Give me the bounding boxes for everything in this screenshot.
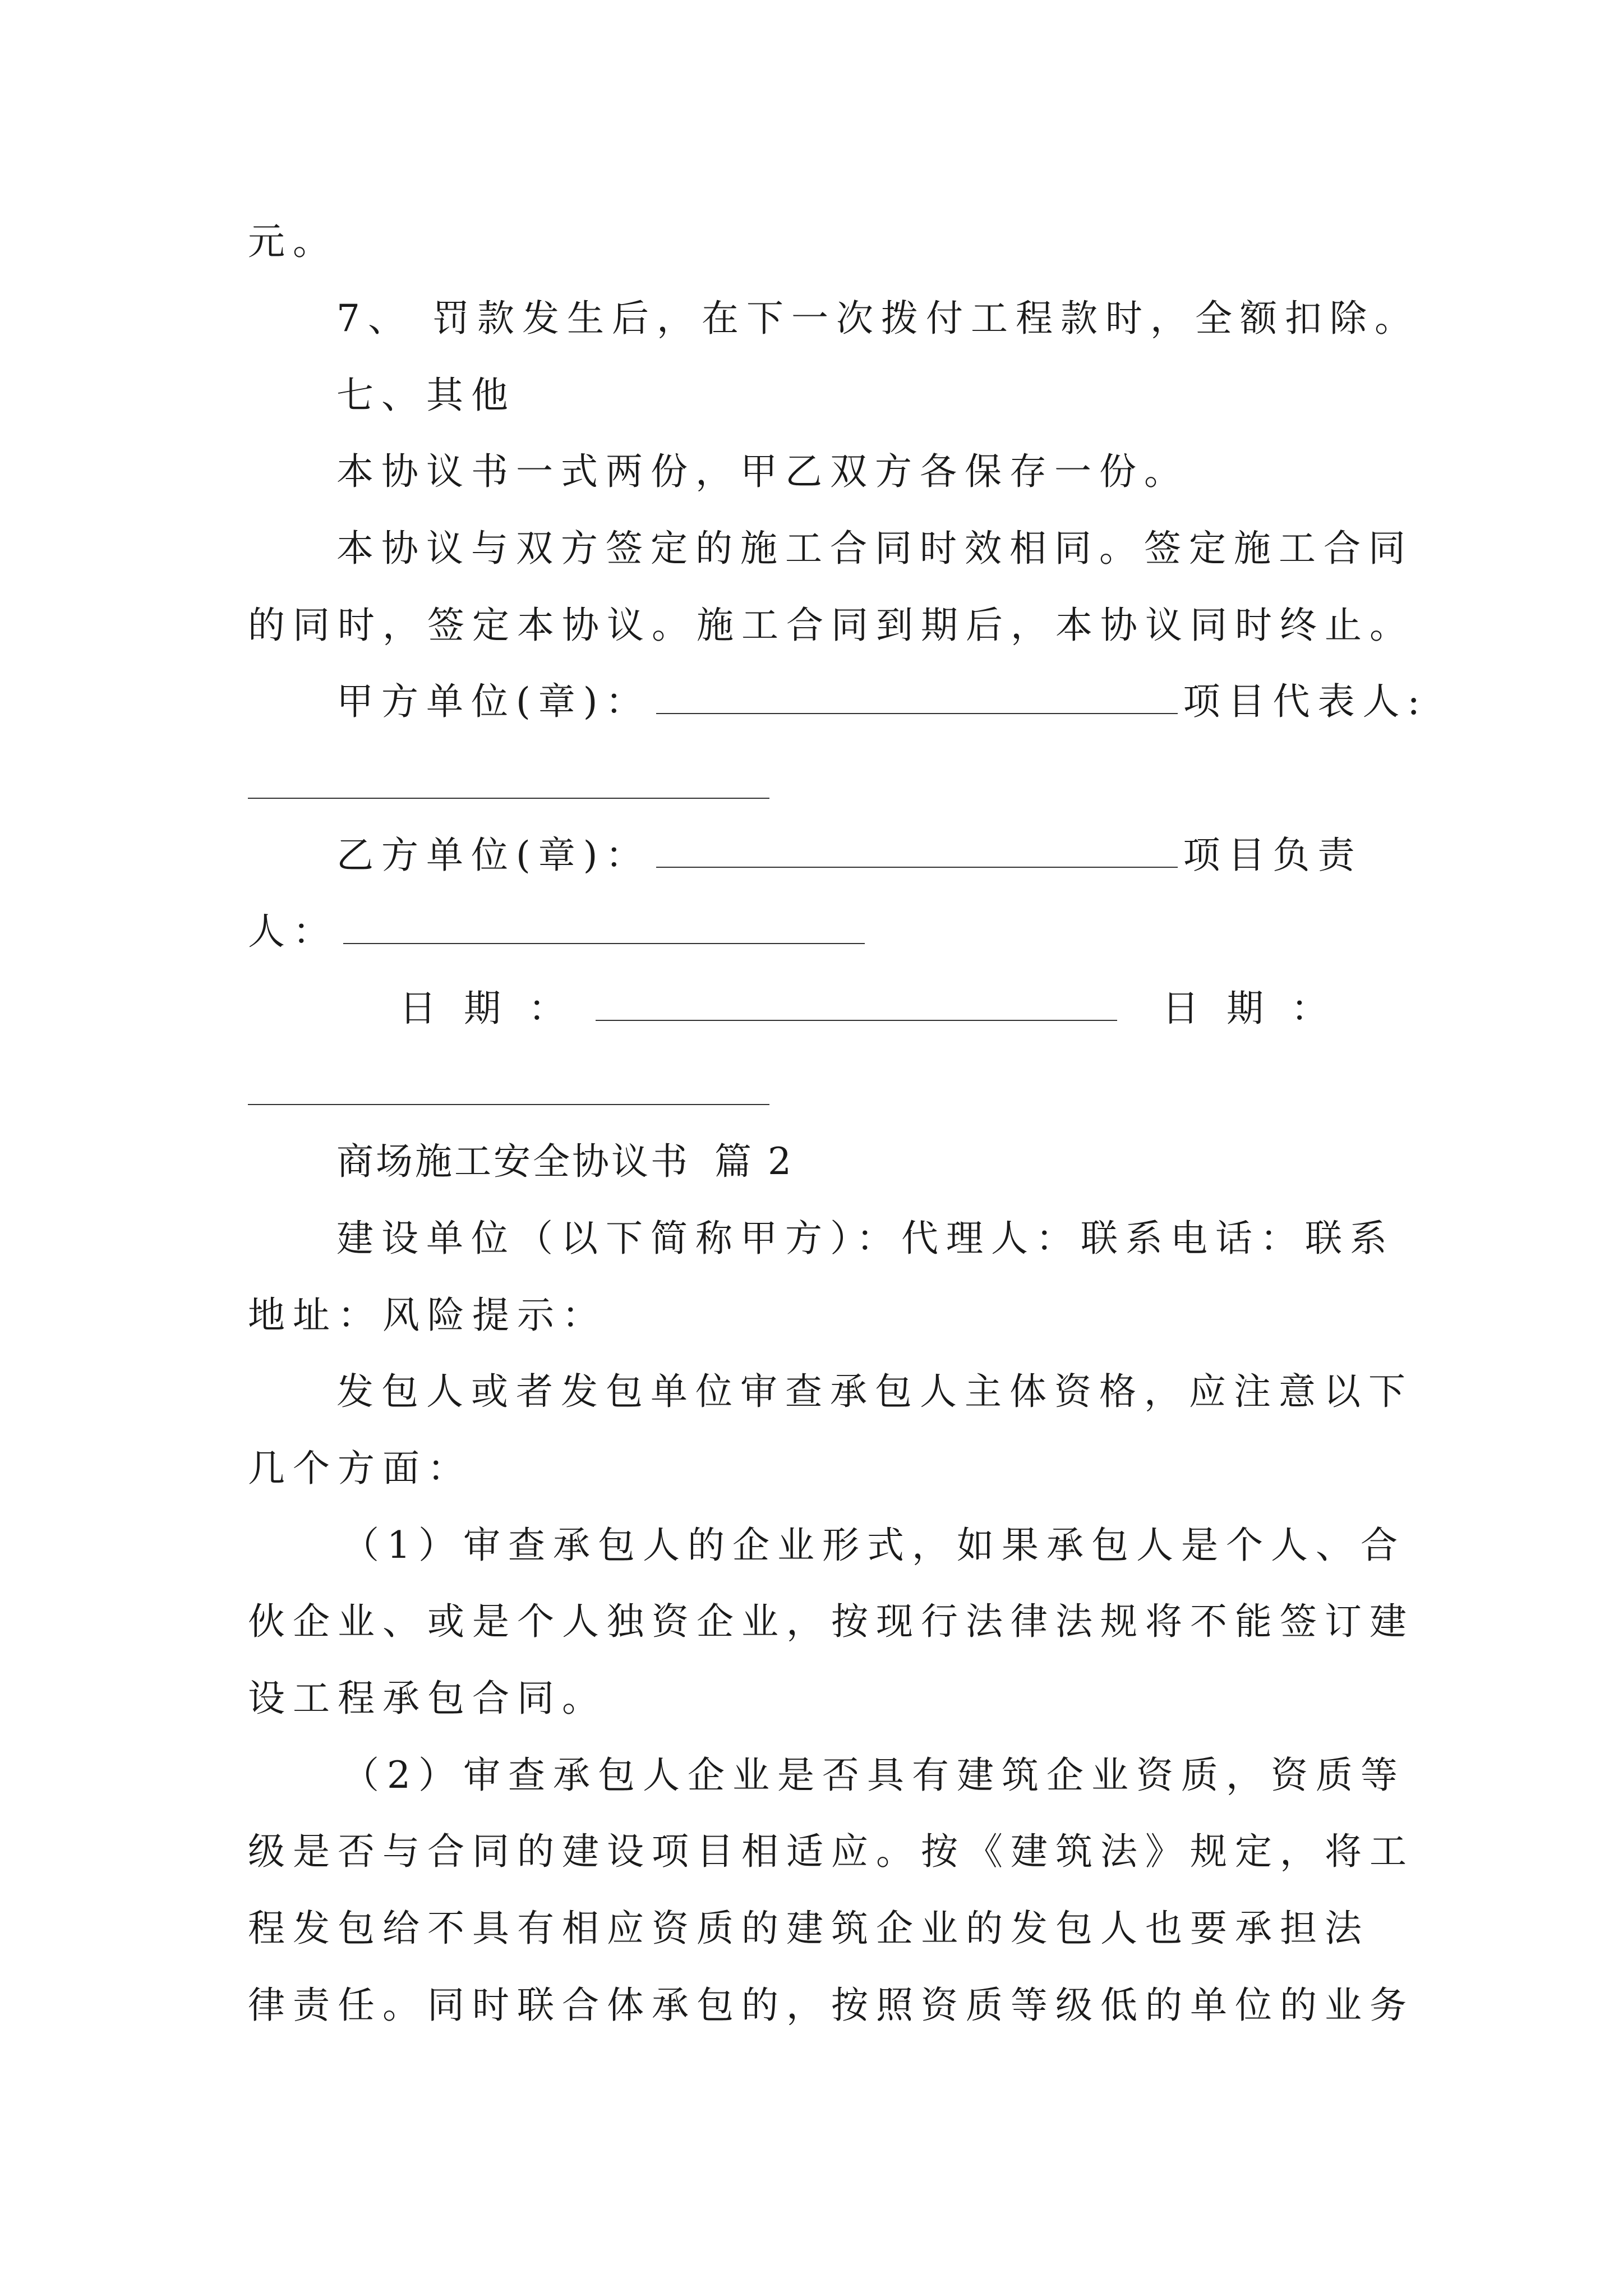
article-title-text: 商场施工安全协议书: [336, 1140, 690, 1183]
text-line: 元。: [248, 220, 338, 263]
signature-blank: [656, 711, 1178, 714]
signature-blank: [656, 864, 1178, 868]
section-heading: 七、其他: [336, 374, 516, 417]
text-line: 发包人或者发包单位审查承包人主体资格，应注意以下: [336, 1370, 1413, 1413]
text-line: 设工程承包合同。: [248, 1677, 607, 1720]
text-line: 伙企业、或是个人独资企业，按现行法律法规将不能签订建: [248, 1600, 1414, 1643]
text-line: 级是否与合同的建设项目相适应。按《建筑法》规定，将工: [248, 1830, 1414, 1873]
party-b-manager-label: 项目负责: [1183, 834, 1363, 877]
signature-blank: [343, 941, 865, 944]
date-blank: [596, 1018, 1117, 1021]
text-line: 建设单位（以下简称甲方）：代理人：联系电话：联系: [336, 1217, 1395, 1260]
article-number: 篇 2: [714, 1140, 794, 1183]
text-line: 几个方面：: [248, 1447, 472, 1490]
date-label-party-a: 日 期 ：: [399, 987, 573, 1030]
text-line: （2）审查承包人企业是否具有建筑企业资质，资质等: [342, 1754, 1405, 1797]
text-line: 7、 罚款发生后，在下一次拨付工程款时，全额扣除。: [336, 297, 1419, 340]
text-line: 律责任。同时联合体承包的，按照资质等级低的单位的业务: [248, 1984, 1414, 2027]
text-line: 本协议书一式两份，甲乙双方各保存一份。: [336, 450, 1189, 493]
text-line: 本协议与双方签定的施工合同时效相同。签定施工合同: [336, 527, 1413, 570]
party-a-unit-label: 甲方单位(章)：: [336, 680, 651, 723]
signature-line-person: [248, 910, 870, 953]
text-line: （1）审查承包人的企业形式，如果承包人是个人、合: [342, 1524, 1405, 1567]
signature-line-party-a: [336, 680, 1428, 723]
article-title: [336, 1140, 794, 1183]
text-line: 的同时，签定本协议。施工合同到期后，本协议同时终止。: [248, 604, 1414, 647]
signature-line-party-b: [336, 834, 1363, 877]
date-label-party-b: 日 期 ：: [1161, 987, 1336, 1030]
party-a-representative-label: 项目代表人:: [1183, 680, 1428, 723]
date-blank: [248, 1104, 769, 1105]
party-b-unit-label: 乙方单位(章)：: [336, 834, 651, 877]
text-line: 地址：风险提示：: [248, 1294, 607, 1337]
person-label: 人：: [248, 910, 338, 953]
text-line: 程发包给不具有相应资质的建筑企业的发包人也要承担法: [248, 1907, 1370, 1950]
date-line: [399, 987, 1336, 1030]
signature-blank: [248, 798, 769, 799]
